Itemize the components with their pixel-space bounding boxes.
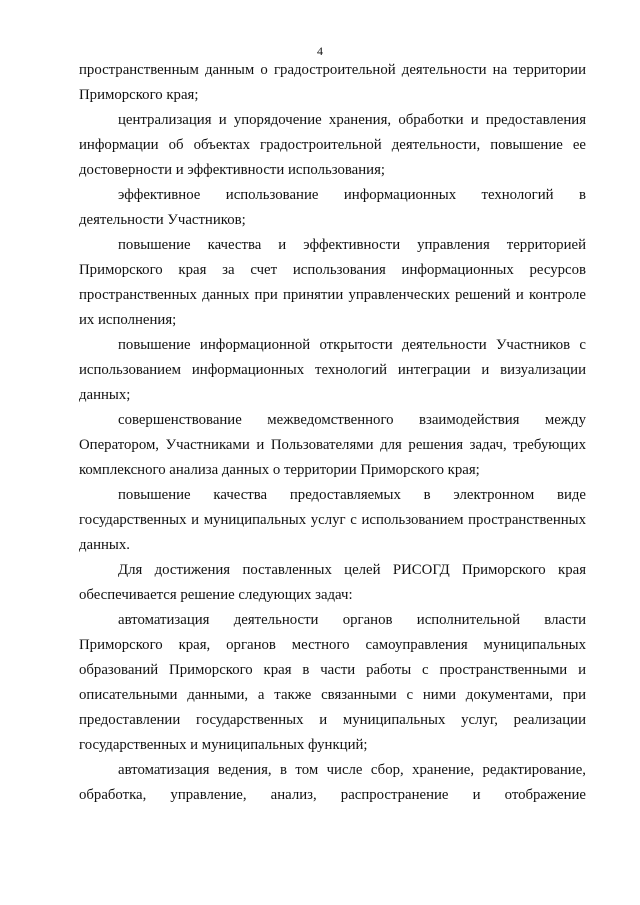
- paragraph: автоматизация деятельности органов исполнительной власти Приморского края, органов местного самоуправления муниципальных образований Приморского края в части работы с пространственными и описательными данными, а также связанными с ними документами, при предоставлении государственных и муниципальных услуг, реализации государственных и муниципальных функций;: [79, 612, 586, 753]
- document-body: [79, 58, 586, 808]
- paragraph: централизация и упорядочение хранения, обработки и предоставления информации об объектах градостроительной деятельности, повышение ее достоверности и эффективности использования;: [79, 112, 586, 178]
- paragraph: повышение информационной открытости деятельности Участников с использованием информационных технологий интеграции и визуализации данных;: [79, 337, 586, 403]
- page-number: 4: [317, 44, 323, 58]
- paragraph: повышение качества предоставляемых в электронном виде государственных и муниципальных услуг с использованием пространственных данных.: [79, 487, 586, 553]
- paragraph: Для достижения поставленных целей РИСОГД Приморского края обеспечивается решение следующих задач:: [79, 562, 586, 603]
- paragraph: эффективное использование информационных технологий в деятельности Участников;: [79, 187, 586, 228]
- paragraph: повышение качества и эффективности управления территорией Приморского края за счет использования информационных ресурсов пространственных данных при принятии управленческих решений и контроле их исполнения;: [79, 237, 586, 328]
- paragraph: совершенствование межведомственного взаимодействия между Оператором, Участниками и Пользователями для решения задач, требующих комплексного анализа данных о территории Приморского края;: [79, 412, 586, 478]
- paragraph: пространственным данным о градостроительной деятельности на территории Приморского края;: [79, 62, 586, 103]
- paragraph: автоматизация ведения, в том числе сбор, хранение, редактирование, обработка, управление, анализ, распространение и отображение: [79, 762, 586, 803]
